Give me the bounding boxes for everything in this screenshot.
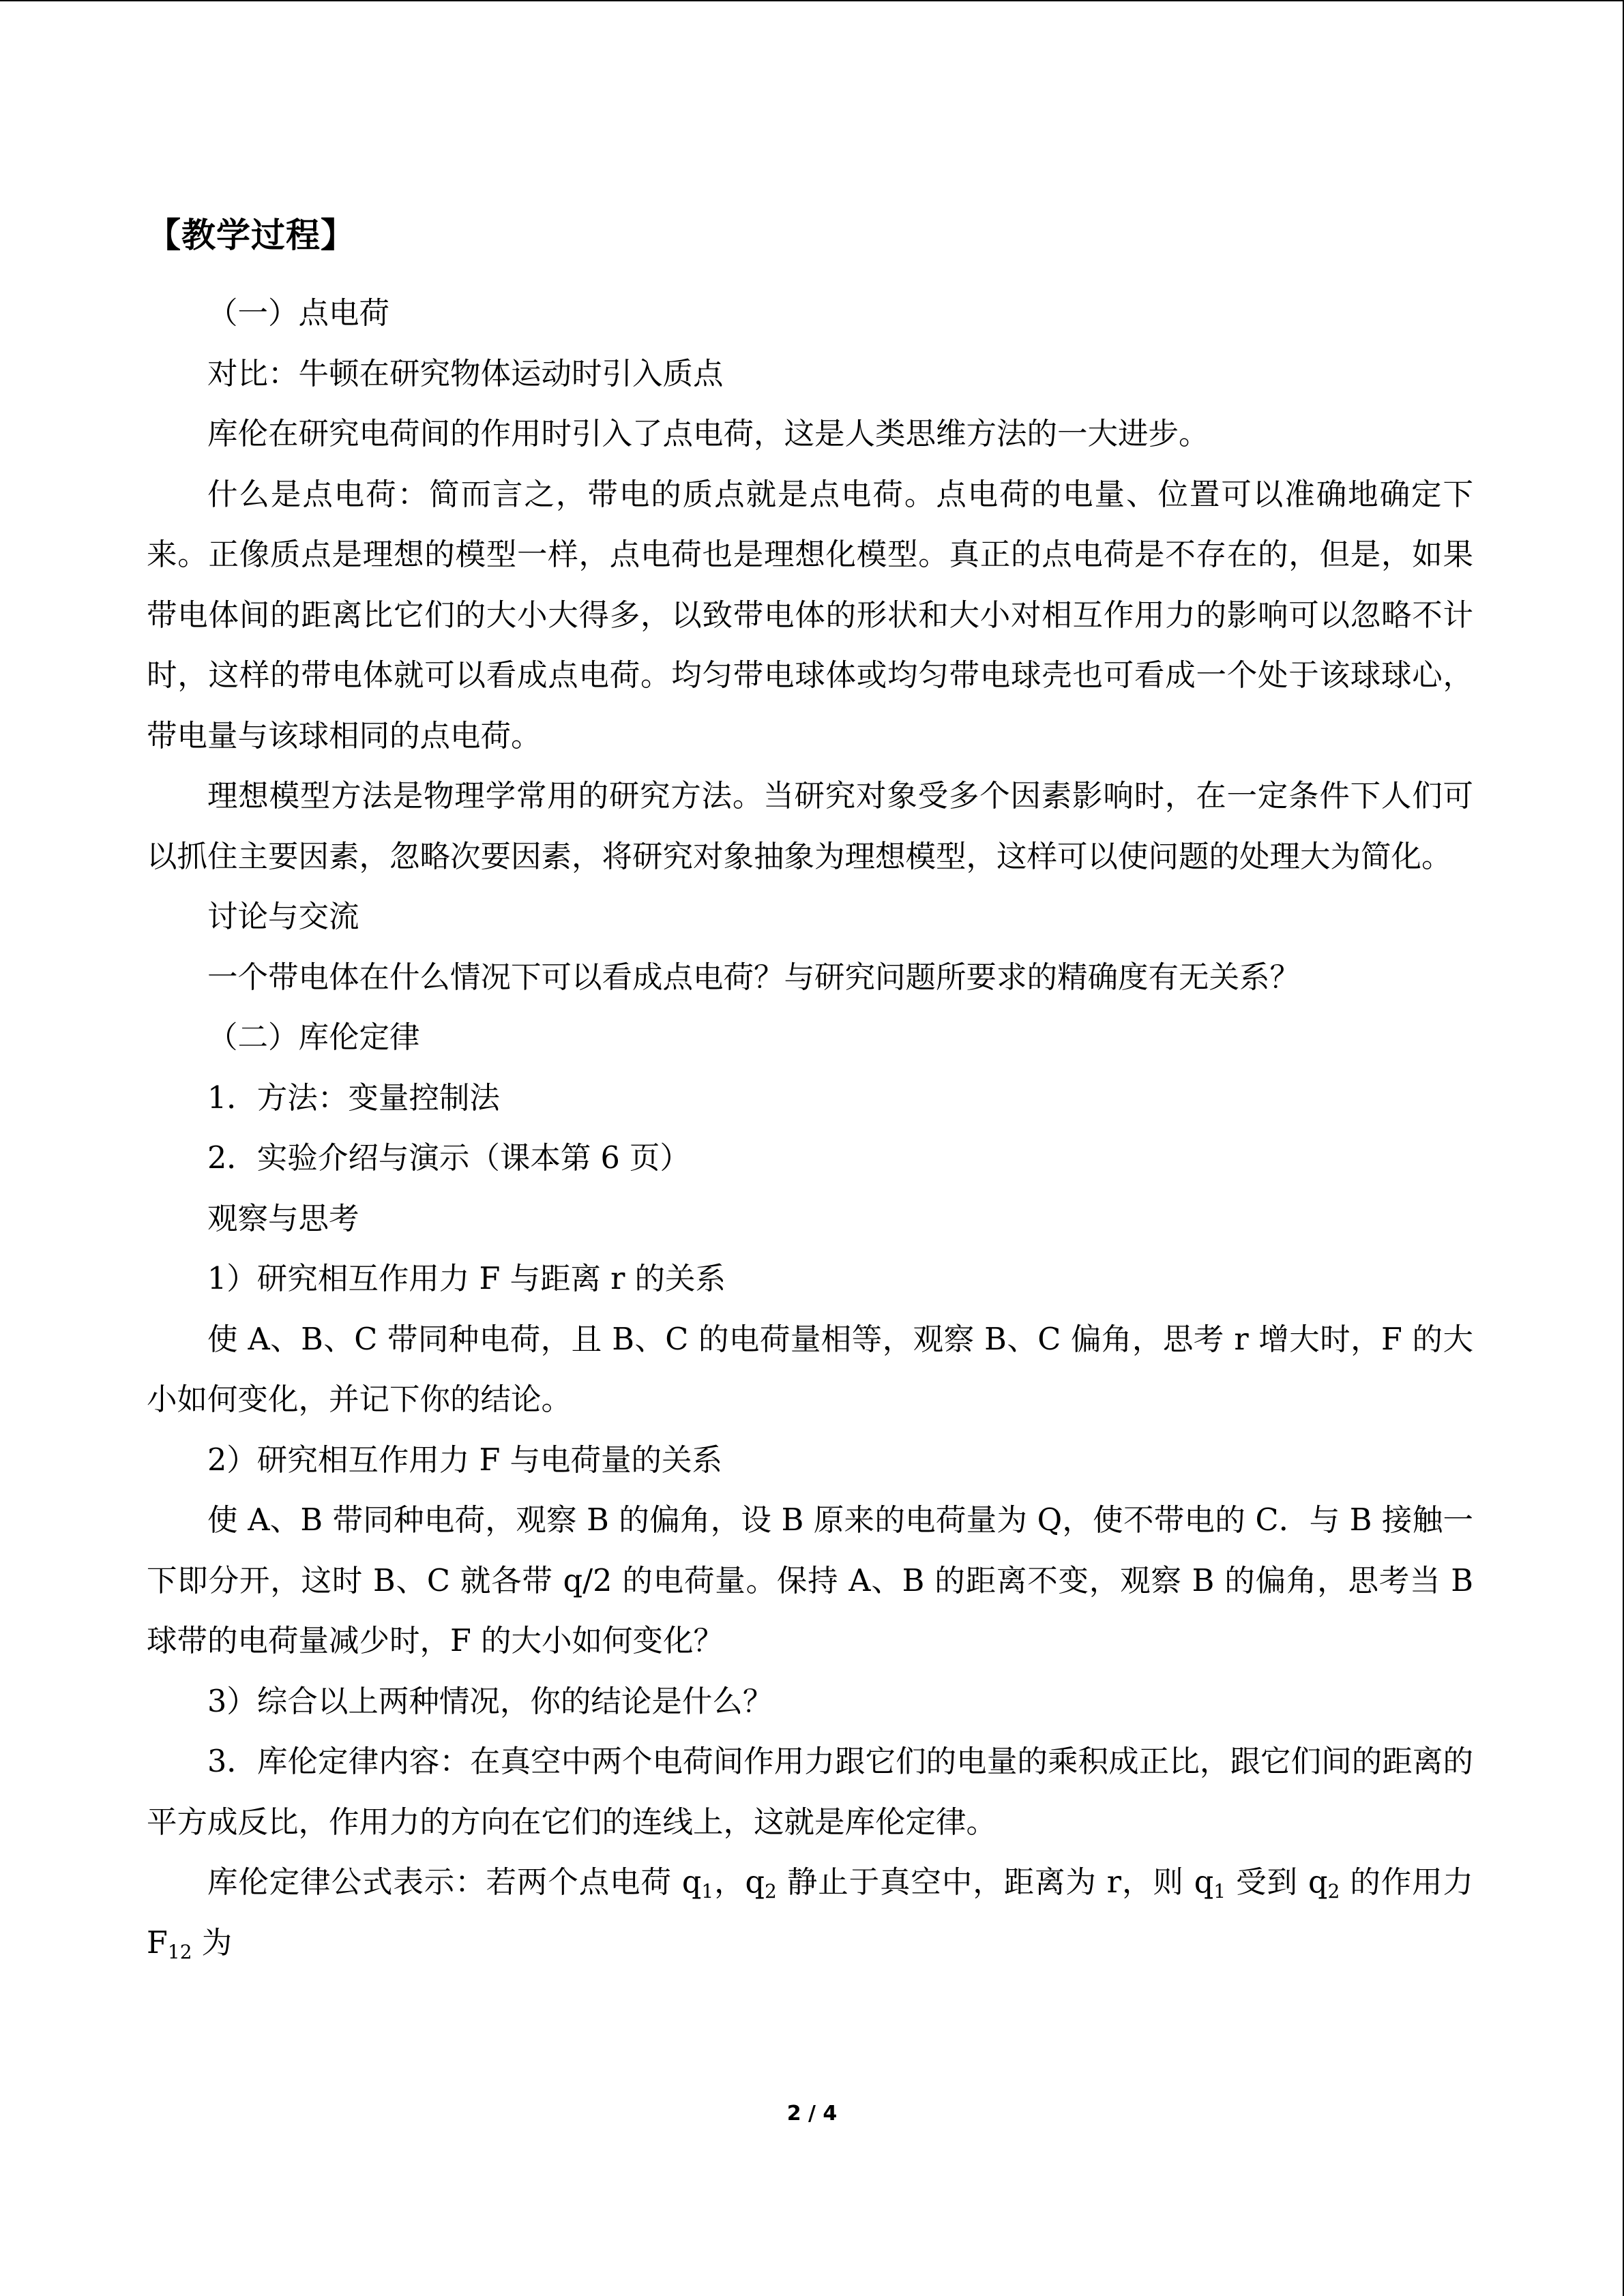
- paragraph: 观察与思考: [207, 1201, 359, 1236]
- subscript: 2: [765, 1880, 777, 1903]
- paragraph: 讨论与交流: [207, 899, 359, 934]
- paragraph: （二）库伦定律: [207, 1020, 420, 1055]
- subscript: 1: [701, 1880, 714, 1903]
- page-number: 2 / 4: [786, 2102, 838, 2126]
- formula-text: 受到 q: [1226, 1865, 1328, 1900]
- formula-text: 静止于真空中，距离为 r，则 q: [776, 1865, 1214, 1900]
- document-body: [147, 211, 1473, 1973]
- formula-text: 为: [192, 1925, 233, 1960]
- subscript: 12: [167, 1940, 192, 1963]
- formula-text: 库伦定律公式表示：若两个点电荷 q: [207, 1865, 702, 1900]
- paragraph: 使 A、B、C 带同种电荷，且 B、C 的电荷量相等，观察 B、C 偏角，思考 r 增大时，F 的大小如何变化，并记下你的结论。: [147, 1322, 1473, 1417]
- paragraph: 一个带电体在什么情况下可以看成点电荷？与研究问题所要求的精确度有无关系？: [207, 959, 1301, 995]
- paragraph: 1）研究相互作用力 F 与距离 r 的关系: [207, 1262, 726, 1296]
- subscript: 2: [1327, 1880, 1340, 1903]
- section-heading: 【教学过程】: [147, 215, 355, 255]
- paragraph: 对比：牛顿在研究物体运动时引入质点: [207, 356, 724, 391]
- paragraph: 3．库伦定律内容：在真空中两个电荷间作用力跟它们的电量的乘积成正比，跟它们间的距离的平方成反比，作用力的方向在它们的连线上，这就是库伦定律。: [147, 1744, 1473, 1840]
- paragraph: 2）研究相互作用力 F 与电荷量的关系: [207, 1442, 722, 1478]
- formula-text: ，q: [713, 1865, 765, 1900]
- paragraph: 库伦在研究电荷间的作用时引入了点电荷，这是人类思维方法的一大进步。: [207, 417, 1209, 451]
- formula-paragraph: [147, 1853, 1473, 1973]
- paragraph: （一）点电荷: [207, 296, 390, 331]
- paragraph: 2．实验介绍与演示（课本第 6 页）: [207, 1141, 690, 1176]
- paragraph: 理想模型方法是物理学常用的研究方法。当研究对象受多个因素影响时，在一定条件下人们可以抓住主要因素，忽略次要因素，将研究对象抽象为理想模型，这样可以使问题的处理大为简化。: [147, 779, 1473, 874]
- paragraph: 使 A、B 带同种电荷，观察 B 的偏角，设 B 原来的电荷量为 Q，使不带电的 C．与 B 接触一下即分开，这时 B、C 就各带 q/2 的电荷量。保持 A、B 的距离不变，观察 B 的偏角，思考当 B 球带的电荷量减少时，F 的大小如何变化？: [147, 1503, 1473, 1658]
- paragraph: 1．方法：变量控制法: [207, 1080, 500, 1116]
- paragraph: 什么是点电荷：简而言之，带电的质点就是点电荷。点电荷的电量、位置可以准确地确定下来。正像质点是理想的模型一样，点电荷也是理想化模型。真正的点电荷是不存在的，但是，如果带电体间的距离比它们的大小大得多，以致带电体的形状和大小对相互作用力的影响可以忽略不计时，这样的带电体就可以看成点电荷。均匀带电球体或均匀带电球壳也可看成一个处于该球球心，带电量与该球相同的点电荷。: [147, 477, 1473, 754]
- subscript: 1: [1213, 1880, 1226, 1903]
- paragraph: 3）综合以上两种情况，你的结论是什么？: [207, 1684, 773, 1719]
- formula-text: 的作用力 F: [147, 1865, 1473, 1960]
